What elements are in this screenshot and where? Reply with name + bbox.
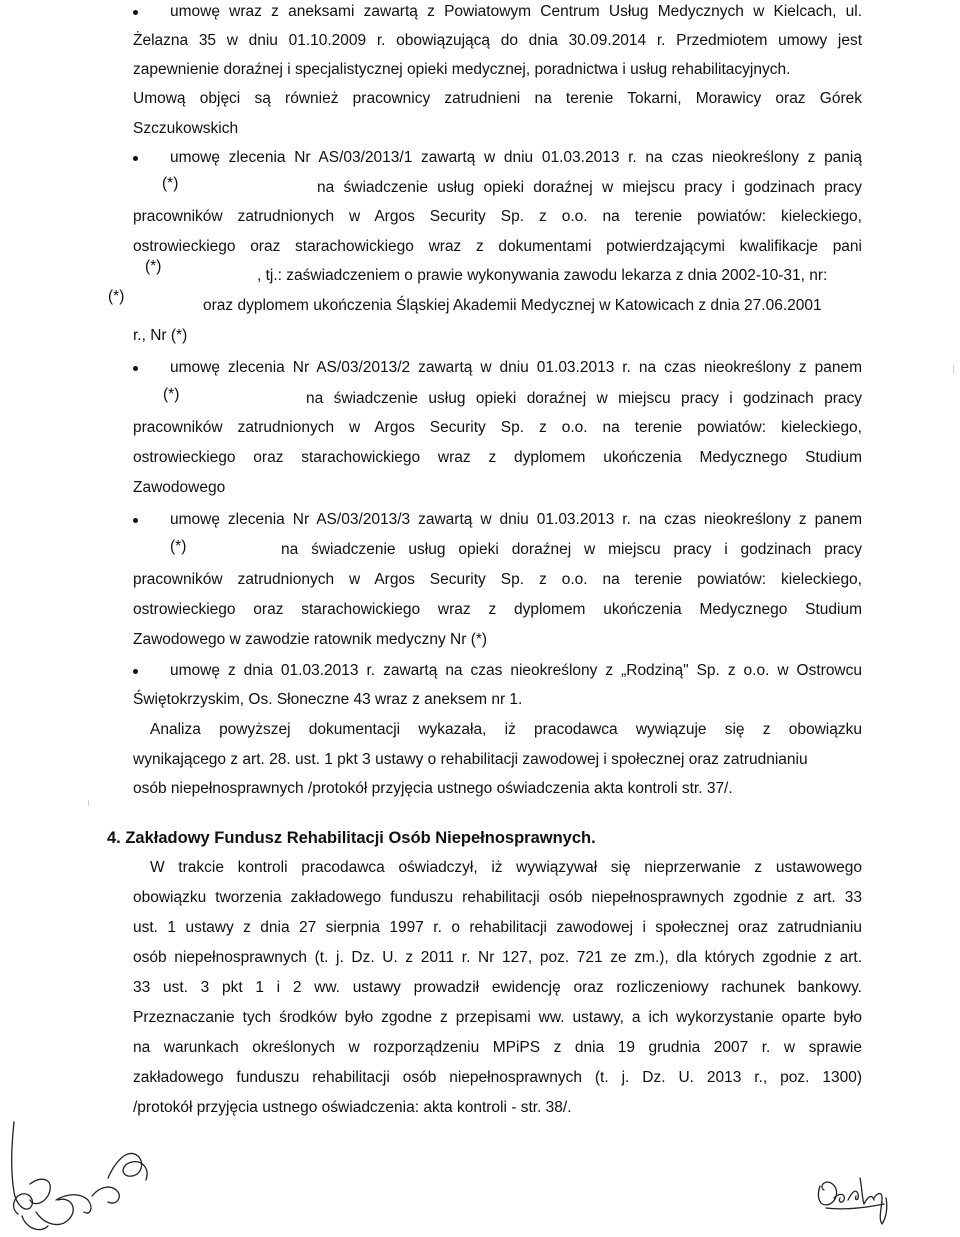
text-line: obowiązku tworzenia zakładowego funduszu rehabilitacji osób niepełnosprawnych zgodnie z art. 33 [133, 889, 862, 906]
text-line: na świadczenie usług opieki doraźnej w miejscu pracy i godzinach pracy [281, 541, 862, 558]
section-heading: 4. Zakładowy Fundusz Rehabilitacji Osób Niepełnosprawnych. [107, 829, 596, 847]
bullet-marker [133, 10, 138, 15]
redaction-marker: (*) [170, 538, 187, 555]
text-line: umowę zlecenia Nr AS/03/2013/2 zawartą w dniu 01.03.2013 r. na czas nieokreślony z panem [170, 359, 862, 376]
text-line: Świętokrzyskim, Os. Słoneczne 43 wraz z aneksem nr 1. [133, 691, 523, 708]
text-line: /protokół przyjęcia ustnego oświadczenia: akta kontroli - str. 38/. [133, 1099, 572, 1116]
text-line: ust. 1 ustawy z dnia 27 sierpnia 1997 r. o rehabilitacji zawodowej i społecznej oraz zatrudnianiu [133, 919, 862, 936]
redaction-marker: (*) [163, 386, 180, 403]
text-line: umowę zlecenia Nr AS/03/2013/3 zawartą w dniu 01.03.2013 r. na czas nieokreślony z panem [170, 511, 862, 528]
text-line: na warunkach określonych w rozporządzeniu MPiPS z dnia 19 grudnia 2007 r. w sprawie [133, 1039, 862, 1056]
text-line: Umową objęci są również pracownicy zatrudnieni na terenie Tokarni, Morawicy oraz Górek [133, 90, 862, 107]
text-line: wynikającego z art. 28. ust. 1 pkt 3 ustawy o rehabilitacji zawodowej i społecznej oraz zatrudnianiu [133, 751, 808, 768]
handwritten-initials-left [0, 1112, 160, 1237]
redaction-marker: (*) [162, 175, 179, 192]
redaction-marker: (*) [145, 258, 162, 275]
text-line: Analiza powyższej dokumentacji wykazała, iż pracodawca wywiązuje się z obowiązku [150, 721, 862, 738]
text-line: W trakcie kontroli pracodawca oświadczył, iż wywiązywał się nieprzerwanie z ustawowego [150, 859, 862, 876]
handwritten-signature-right [812, 1168, 902, 1228]
text-line: osób niepełnosprawnych (t. j. Dz. U. z 2011 r. Nr 127, poz. 721 ze zm.), dla których zgodnie z art. [133, 949, 862, 966]
text-line: ostrowieckiego oraz starachowickiego wraz z dyplomem ukończenia Medycznego Studium [133, 601, 862, 618]
bullet-marker [133, 669, 138, 674]
text-line: oraz dyplomem ukończenia Śląskiej Akademii Medycznej w Katowicach z dnia 27.06.2001 [203, 297, 822, 314]
text-line: ostrowieckiego oraz starachowickiego wraz z dokumentami potwierdzającymi kwalifikacje pani [133, 238, 862, 255]
text-line: Przeznaczanie tych środków było zgodne z przepisami ww. ustawy, a ich wykorzystanie oparte było [133, 1009, 862, 1026]
text-line: umowę zlecenia Nr AS/03/2013/1 zawartą w dniu 01.03.2013 r. na czas nieokreślony z panią [170, 149, 862, 166]
text-line: Zawodowego w zawodzie ratownik medyczny Nr (*) [133, 631, 488, 648]
text-line: Żelazna 35 w dniu 01.10.2009 r. obowiązującą do dnia 30.09.2014 r. Przedmiotem umowy jest [133, 32, 862, 49]
bullet-marker [133, 518, 138, 523]
text-line: umowę wraz z aneksami zawartą z Powiatowym Centrum Usług Medycznych w Kielcach, ul. [170, 3, 862, 20]
text-line: Zawodowego [133, 479, 226, 496]
text-line: pracowników zatrudnionych w Argos Security Sp. z o.o. na terenie powiatów: kieleckiego, [133, 208, 862, 225]
text-line: , tj.: zaświadczeniem o prawie wykonywania zawodu lekarza z dnia 2002-10-31, nr: [257, 267, 828, 284]
redaction-marker: (*) [108, 288, 125, 305]
scan-mark [953, 365, 954, 373]
bullet-marker [133, 366, 138, 371]
text-line: ostrowieckiego oraz starachowickiego wraz z dyplomem ukończenia Medycznego Studium [133, 449, 862, 466]
text-line: umowę z dnia 01.03.2013 r. zawartą na czas nieokreślony z „Rodziną" Sp. z o.o. w Ostrowcu [170, 662, 862, 679]
text-line: osób niepełnosprawnych /protokół przyjęcia ustnego oświadczenia akta kontroli str. 37/. [133, 780, 733, 797]
text-line: r., Nr (*) [133, 327, 188, 344]
text-line: pracowników zatrudnionych w Argos Security Sp. z o.o. na terenie powiatów: kieleckiego, [133, 419, 862, 436]
text-line: na świadczenie usług opieki doraźnej w miejscu pracy i godzinach pracy [306, 390, 862, 407]
text-line: na świadczenie usług opieki doraźnej w miejscu pracy i godzinach pracy [317, 179, 862, 196]
text-line: Szczukowskich [133, 120, 239, 137]
text-line: pracowników zatrudnionych w Argos Security Sp. z o.o. na terenie powiatów: kieleckiego, [133, 571, 862, 588]
text-line: zapewnienie doraźnej i specjalistycznej opieki medycznej, poradnictwa i usług rehabilitacyjnych. [133, 61, 791, 78]
text-line: 33 ust. 3 pkt 1 i 2 ww. ustawy prowadził ewidencję oraz rozliczeniowy rachunek bankowy. [133, 979, 862, 996]
scan-mark [88, 800, 89, 806]
bullet-marker [133, 156, 138, 161]
text-line: zakładowego funduszu rehabilitacji osób niepełnosprawnych (t. j. Dz. U. 2013 r., poz. 1300) [133, 1069, 862, 1086]
